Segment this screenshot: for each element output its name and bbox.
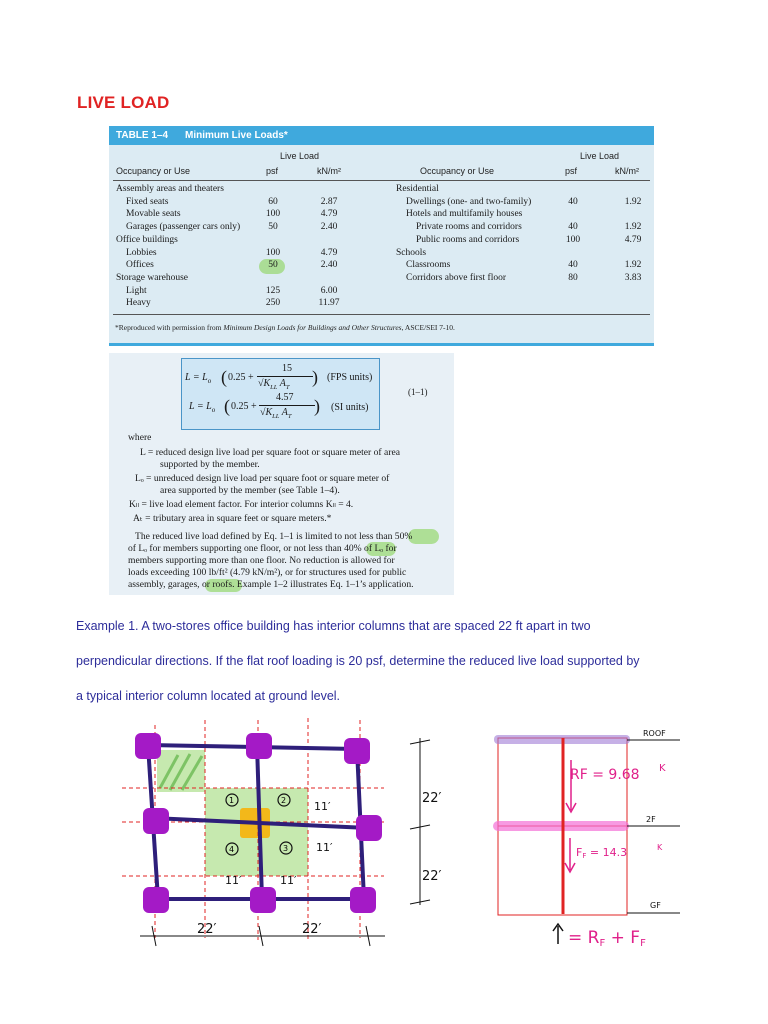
para-line-3: members supporting more than one floor. No reduction is allowed for [128,555,395,566]
para-line-5: assembly, garages, or roofs. Example 1–2 illustrates Eq. 1–1’s application. [128,579,414,590]
span-label-c: 11′ [225,874,242,887]
eq1-paren-text: 0.25 + [228,372,254,383]
right-row-psf: 40 [568,260,578,271]
sum-f-sub: F [640,938,646,949]
rf-unit: K [659,763,666,774]
eq1-lhs-text: L = L [185,372,208,383]
left-row-kn: 4.79 [320,209,338,220]
right-row-kn: 3.83 [624,272,642,283]
right-row-kn: 1.92 [624,260,642,271]
eq1-den-k: √K [258,378,271,389]
footnote-source: Minimum Design Loads for Buildings and Other Structures [223,323,402,332]
eq2-lhs-text: L = L [189,401,212,412]
eq2-lhs-sub: o [211,406,216,414]
right-row-label: Corridors above first floor [406,272,506,283]
example-line-2: perpendicular directions. If the flat roof loading is 20 psf, determine the reduced live load supported by [76,654,640,668]
occupancy-header-left: Occupancy or Use [116,166,191,176]
panel-label-3: 3 [283,844,289,853]
def-line-5: Kₗₗ = live load element factor. For interior columns Kₗₗ = 4. [129,499,354,510]
def-line-1: L = reduced design live load per square foot or square meter of area [140,447,400,458]
right-row-psf: 40 [568,196,578,207]
eq1-numerator: 15 [282,363,292,374]
table-label: TABLE 1–4 [116,130,169,141]
example-line-1: Example 1. A two-stores office building has interior columns that are spaced 22 ft apart in two [76,619,591,633]
live-load-header-left: Live Load [280,151,320,161]
eq2-den-k: √K [260,407,273,418]
span-label-b: 11′ [316,841,333,854]
roof-label: ROOF [643,729,666,738]
left-row-kn: 2.40 [320,222,338,233]
left-row-psf: 50 [268,260,278,271]
sum-label [568,928,646,949]
right-row-label: Dwellings (one- and two-family) [406,196,532,207]
sum-r: = R [568,928,600,948]
page-heading: LIVE LOAD [77,93,170,112]
table-title: Minimum Live Loads* [185,130,288,141]
horizontal-dimension-lines [140,926,385,946]
ff-letter: F [576,846,583,859]
ff-label [576,846,627,860]
para-line-2: of Lₒ for members supporting one floor, or not less than 40% of Lₒ for [128,543,397,554]
left-row-psf: 250 [265,298,281,309]
sum-f: + F [605,928,641,948]
left-row-psf: 100 [265,247,281,258]
left-row-label: Movable seats [126,209,181,220]
live-load-header-right: Live Load [580,151,620,161]
right-row-kn: 1.92 [624,196,642,207]
left-row-label: Garages (passenger cars only) [126,222,241,233]
dim-vertical-1: 22′ [422,791,442,806]
elevation-sketch [493,729,680,949]
eq2-left-paren: ( [224,396,230,416]
left-row-psf: 50 [268,222,278,233]
left-row-psf: 60 [268,196,278,207]
dim-vertical-2: 22′ [422,869,442,884]
floor2-highlight [493,821,629,831]
ff-value: = 14.3 [586,846,628,859]
eq2-numerator: 4.57 [276,392,294,403]
left-row-kn: 11.97 [318,298,340,309]
ff-unit: K [657,843,663,852]
eq2-units: (SI units) [331,402,369,413]
panel-label-4: 4 [229,845,235,854]
left-row-kn: 4.79 [320,247,338,258]
psf-header-left: psf [266,166,279,176]
left-row-label: Fixed seats [126,196,169,207]
eq1-lhs-sub: o [207,377,212,385]
left-row-label: Offices [126,260,154,271]
ground-label: GF [650,901,661,910]
left-row-kn: 2.87 [320,196,338,207]
floor2-label: 2F [646,815,656,824]
sum-r-sub: F [599,938,606,949]
def-line-2: supported by the member. [160,459,260,470]
left-row-label: Office buildings [116,234,178,245]
def-line-3: Lₒ = unreduced design live load per square foot or square meter of [135,473,390,484]
left-row-label: Storage warehouse [116,272,189,283]
panel-label-2: 2 [281,796,287,805]
psf-header-right: psf [565,166,578,176]
eq1-den-a: A [277,378,286,389]
occupancy-header-right: Occupancy or Use [420,166,495,176]
left-row-psf: 125 [265,285,281,296]
def-line-6: Aₜ = tributary area in square feet or square meters.* [133,513,332,524]
def-line-4: area supported by the member (see Table 1–4). [160,485,340,496]
rf-label: RF = 9.68 [570,767,640,783]
right-row-psf: 80 [568,272,578,283]
span-label-a: 11′ [314,800,331,813]
kn-header-right: kN/m² [615,166,639,176]
footnote-standard: , ASCE/SEI 7-10. [401,323,455,332]
equation-number: (1–1) [408,387,428,397]
dim-horizontal-1: 22′ [197,922,217,937]
right-row-label: Classrooms [406,260,451,271]
left-row-label: Assembly areas and theaters [116,184,224,194]
eq2-paren-text: 0.25 + [231,401,257,412]
right-row-psf: 100 [565,234,581,245]
left-row-psf: 100 [265,209,281,220]
example-line-3: a typical interior column located at ground level. [76,689,341,703]
para-line-1: The reduced live load defined by Eq. 1–1 is limited to not less than 50% [135,531,413,542]
right-row-kn: 4.79 [624,234,642,245]
kn-header-left: kN/m² [317,166,341,176]
panel-label-1: 1 [229,796,235,805]
right-row-label: Residential [396,184,439,194]
eq2-den-k-sub: LL [272,413,280,420]
eq2-den-a: A [279,407,288,418]
right-row-label: Schools [396,247,427,258]
left-row-label: Heavy [126,298,151,309]
eq1-left-paren: ( [221,367,227,387]
eq1-units: (FPS units) [327,372,373,383]
right-row-label: Hotels and multifamily houses [406,209,523,220]
eq2-right-paren: ) [314,396,320,416]
ff-sub: F [582,852,587,860]
left-row-label: Light [126,285,147,296]
left-row-label: Lobbies [126,247,157,258]
right-row-kn: 1.92 [624,222,642,233]
right-row-psf: 40 [568,222,578,233]
dim-horizontal-2: 22′ [302,922,322,937]
left-row-kn: 6.00 [320,285,338,296]
left-row-kn: 2.40 [320,260,338,271]
footnote-text: *Reproduced with permission from [115,323,224,332]
eq1-den-k-sub: LL [270,384,278,391]
floor-plan-sketch [122,718,442,946]
eq1-right-paren: ) [312,367,318,387]
right-row-label: Private rooms and corridors [416,222,522,233]
right-row-label: Public rooms and corridors [416,234,520,245]
para-line-4: loads exceeding 100 lb/ft² (4.79 kN/m²), or for structures used for public [128,567,407,578]
span-label-d: 11′ [280,874,297,887]
where-label: where [128,432,152,443]
eq1-den-a-sub: T [285,384,290,391]
eq2-den-a-sub: T [287,413,292,420]
